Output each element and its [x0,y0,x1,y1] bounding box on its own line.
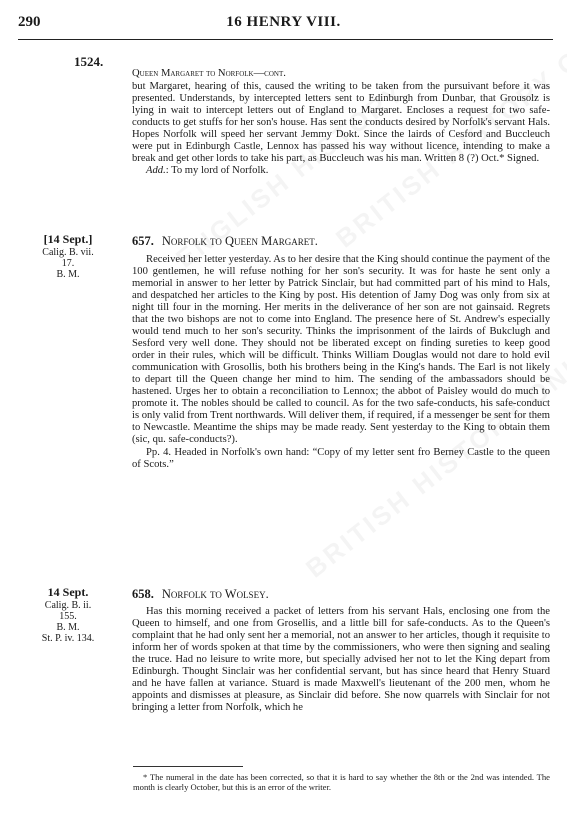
entry-number: 657. [132,234,154,248]
entry-title-657 [132,234,550,249]
footnote-rule [133,766,243,767]
footnote: * The numeral in the date has been corrected, so that it is hard to say whether the 8th or the 2nd was intended. The month is clearly October, but this is an error of the writer. [133,772,550,792]
continued-entry [132,68,550,177]
entry-text: Received her letter yesterday. As to her desire that the King should continue the payment of the 100 gentlemen, he will refuse nothing for her son's security. It was for haste he sent only a memorial in answer to her letter by Patrick Sinclair, but had committed part of his mind to Hals, and despatched her articles to the King by post. His detention of Jamy Dog was only from six at night till four in the morning. Her merits in the deliverance of her son are not gainsaid. Regrets that the two bishops are not to come into England. The presence here of St. Andrew's especially would tend much to her son's security. Thinks the imprisonment of the lairds of Bukclugh and Sesford very well done. They should not be liberated except on finding sureties to keep good order in their rules, which will be difficult. Thinks William Douglas would not dare to hold evil communication with Grosollis, both his brothers being in the King's hands. The Earl is not likely to depart till the Queen change her mind to him. The sending of the ambassadors should be hastened. Urges her to obtain a reconciliation to Lennox; the abbot of Paisley would do much to promote it. The nobles should be called to council. As for the two safe-conducts, his safe-conduct is only valid from Trent northwards. Will deliver them, if required, if a messenger be sent for them to Newcastle. Meantime the ships may be made ready. Sent yesterday to the King to obtain them (sic, qu. safe-conducts?). [132,254,550,445]
entry-body-658 [132,606,550,714]
margin-reference: 155. [59,611,77,622]
entry-title: Norfolk to Wolsey. [161,587,269,601]
margin-reference: St. P. iv. 134. [41,633,95,644]
year-marker: 1524. [74,54,104,69]
margin-note-658 [22,585,114,644]
margin-reference: Calig. B. vii. [42,247,94,258]
entry-text: Has this morning received a packet of letters from his servant Hals, enclosing one from the Queen to himself, and one from Grosellis, and a little bill for safe-conducts. As to the Queen's complaint that he had only sent her a memorial, not an answer to her articles, though it requisite to inform her of words spoken at that time by the commissioners, who were then signing and sealing the truce. Had no leisure to write more, but specially advised her not to let the King depart from Edinburgh. Thought Sinclair was her confidential servant, but has since heard that Henry Stuard and he have fallen at variance. Stuard is made Maxwell's lieutenant of the 200 men, whom he appoints and dismisses at pleasure, as Sinclair did before. She now quarrels with Sinclair for not bringing a letter from Norfolk, which he [132,606,550,713]
margin-date: [14 Sept.] [43,232,93,246]
address-label: Add. [146,165,166,176]
address-line [132,165,550,177]
page-number: 290 [18,14,41,30]
margin-note-657 [22,232,114,280]
address-text: : To my lord of Norfolk. [165,165,269,176]
running-title: 16 HENRY VIII. [226,14,341,30]
entry-title-658 [132,587,550,602]
page-header [0,14,567,36]
margin-date: 14 Sept. [47,585,89,599]
entry-text: but Margaret, hearing of this, caused the writing to be taken from the pursuivant before it was presented. Understands, by intercepted letters sent to Edinburgh from Dunbar, that Grousolz is lying in wait to intercept letters out of England to Margaret. Encloses a request for two safe-conducts to get stuffs for her son's house. Has sent the conducts desired by Norfolk's servant Hals. Hopes Norfolk will speed her servant Jemmy Dokt. Since the lairds of Cesford and Buccleuch were put in Edinburgh Castle, Lennox has passed his way without licence, intending to make a break and get other lords to take his part, as Buccleuch was his man. Written 8 (?) Oct.* Signed. [132,81,550,164]
margin-reference: Calig. B. ii. [44,600,92,611]
entry-heading: Queen Margaret to Norfolk—cont. [132,68,286,79]
margin-reference: B. M. [56,622,80,633]
margin-reference: B. M. [56,269,80,280]
entry-body-657 [132,254,550,471]
entry-note: Pp. 4. Headed in Norfolk's own hand: “Copy of my letter sent fro Berney Castle to the queen of Scots.” [132,447,550,470]
entry-title: Norfolk to Queen Margaret. [161,234,318,248]
header-rule [18,39,553,40]
margin-reference: 17. [61,258,75,269]
entry-number: 658. [132,587,154,601]
